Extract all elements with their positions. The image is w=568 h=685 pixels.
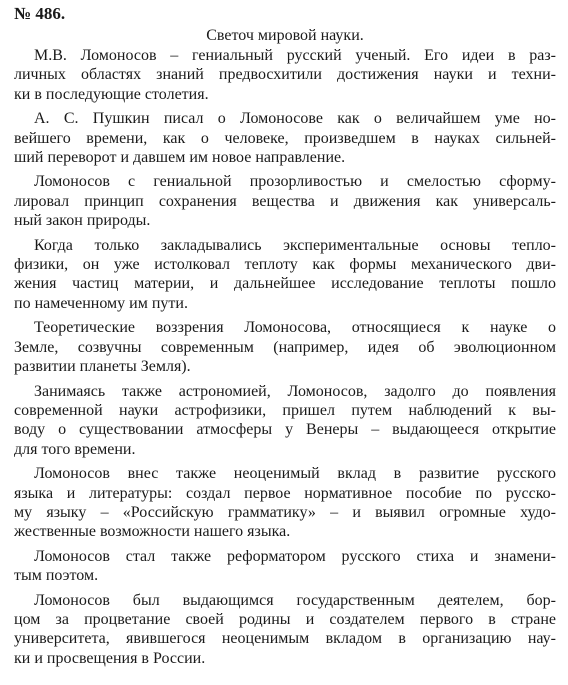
text-line: ки в последующие столетия. — [14, 85, 209, 103]
text-line: жественные возможности нашего языка. — [14, 523, 291, 541]
paragraph — [14, 547, 556, 586]
text-line: А. С. Пушкин писал о Ломоносове как о величайшем уме но- — [34, 110, 556, 128]
text-line: Ломоносов с гениальной прозорливостью и смелостью сформу- — [34, 173, 556, 191]
text-line: Занимаясь также астрономией, Ломоносов, задолго до появления — [34, 382, 556, 400]
paragraph — [14, 464, 556, 542]
text-line: ки и просвещения в России. — [14, 649, 206, 667]
paragraph — [14, 382, 556, 460]
paragraph — [14, 591, 556, 669]
text-line: Теоретические воззрения Ломоносова, относящиеся к науке о — [34, 319, 556, 337]
text-line: современной науки астрофизики, пришел путем наблюдений к вы- — [14, 401, 556, 419]
text-line: Ломоносов был выдающимся государственным деятелем, бор- — [34, 591, 556, 609]
text-line: тым поэтом. — [14, 567, 99, 585]
text-line: личных областях знаний предвосхитили достижения науки и техни- — [14, 66, 556, 84]
text-line: ший переворот и давшем им новое направление. — [14, 149, 346, 167]
text-line: Ломоносов стал также реформатором русского стиха и знамени- — [34, 547, 556, 565]
text-line: воду о существовании атмосферы у Венеры – выдающееся открытие — [14, 421, 556, 439]
text-line: по намеченному им пути. — [14, 294, 188, 312]
text-line: Земле, созвучны современным (например, идея об эволюционном — [14, 338, 556, 356]
paragraph — [14, 46, 556, 104]
text-line: университета, явившегося неоценимым вкладом в организацию нау- — [14, 630, 556, 648]
text-line: языка и литературы: создал первое нормативное пособие по русско- — [14, 484, 556, 502]
paragraph — [14, 236, 556, 314]
paragraph — [14, 172, 556, 230]
paragraph — [14, 109, 556, 167]
text-line: вейшего времени, как о человеке, произведшем в науках сильней- — [14, 129, 556, 147]
text-line: ный закон природы. — [14, 212, 151, 230]
text-line: физики, он уже истолковал теплоту как формы механического дви- — [14, 256, 556, 274]
text-line: М.В. Ломоносов – гениальный русский ученый. Его идеи в раз- — [34, 47, 556, 64]
text-line: развитии планеты Земля). — [14, 358, 191, 376]
text-line: лировал принцип сохранения вещества и движения как универсаль- — [14, 192, 556, 210]
document-page — [14, 4, 556, 673]
text-line: Ломоносов внес также неоценимый вклад в развитие русского — [34, 465, 556, 483]
text-line: му языку – «Российскую грамматику» – и выявил огромные худо- — [14, 503, 556, 521]
document-title: Светоч мировой науки. — [206, 27, 364, 44]
document-body — [14, 46, 556, 668]
text-line: Когда только закладывались экспериментальные основы тепло- — [34, 236, 556, 254]
paragraph — [14, 318, 556, 376]
text-line: для того времени. — [14, 440, 136, 458]
exercise-number: № 486. — [14, 4, 66, 23]
text-line: жения частиц материи, и дальнейшее исследование теплоты пошло — [14, 275, 556, 293]
text-line: цом за процветание своей родины и создателем первого в стране — [14, 610, 556, 628]
